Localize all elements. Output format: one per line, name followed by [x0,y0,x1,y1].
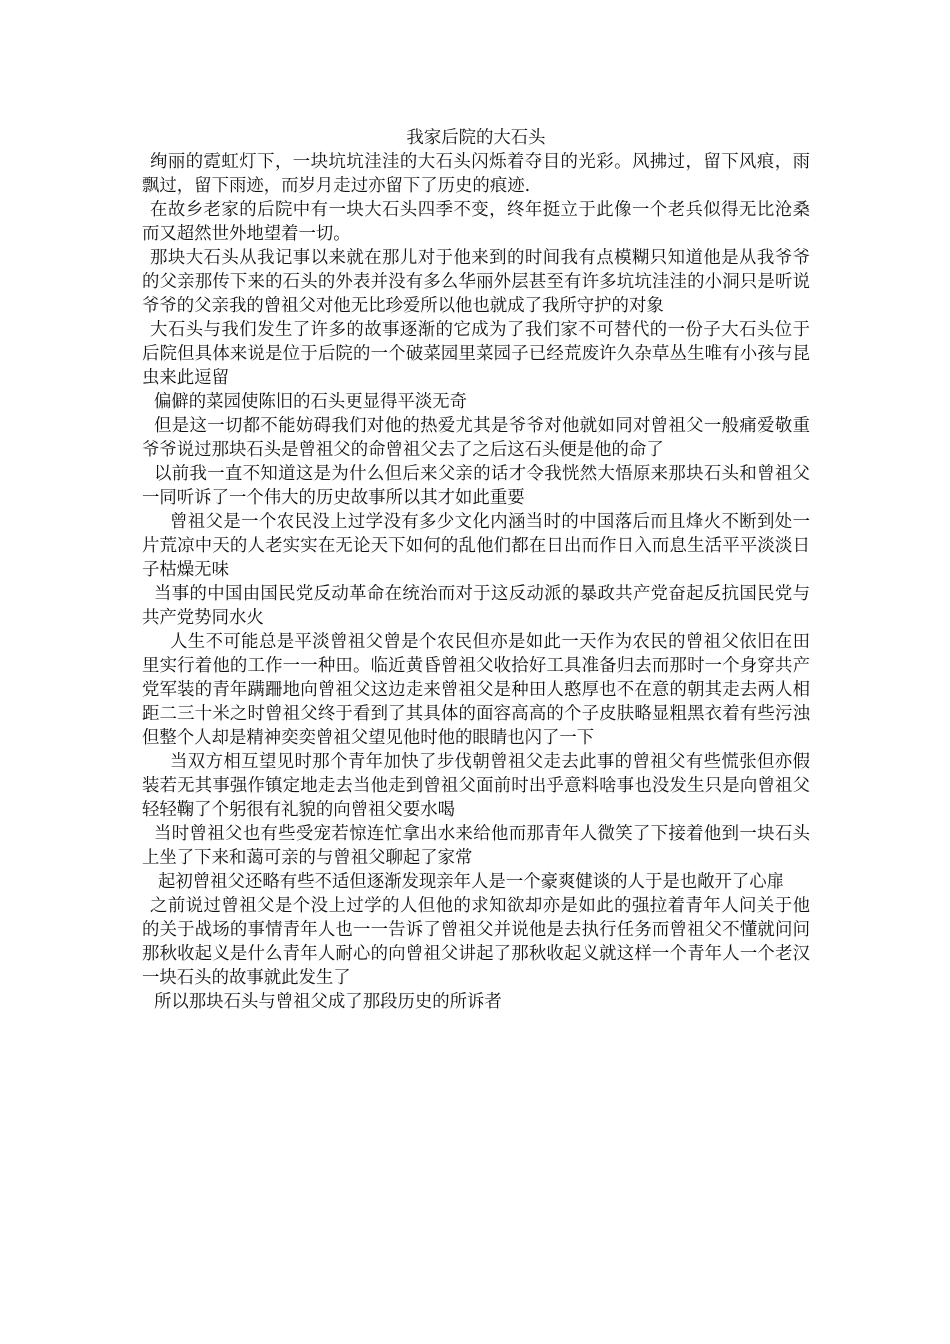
document-page [142,128,810,1014]
paragraph-5: 偏僻的菜园使陈旧的石头更显得平淡无奇 [154,392,468,412]
paragraph-9: 当事的中国由国民党反动革命在统治而对于这反动派的暴政共产党奋起反抗国民党与共产党势同水火 [142,584,810,628]
paragraph-14: 之前说过曾祖父是个没上过学的人但他的求知欲却亦是如此的强拉着青年人问关于他的关于战场的事情青年人也一一告诉了曾祖父并说他是去执行任务而曾祖父不懂就问问那秋收起义是什么青年人耐心的向曾祖父讲起了那秋收起义就这样一个青年人一个老汉一块石头的故事就此发生了 [142,896,810,988]
paragraph-13: 起初曾祖父还略有些不适但逐渐发现亲年人是一个豪爽健谈的人于是也敞开了心扉 [158,872,785,892]
paragraph-7: 以前我一直不知道这是为什么但后来父亲的话才令我恍然大悟原来那块石头和曾祖父一同听诉了一个伟大的历史故事所以其才如此重要 [142,464,810,508]
paragraph-12: 当时曾祖父也有些受宠若惊连忙拿出水来给他而那青年人微笑了下接着他到一块石头上坐了下来和蔼可亲的与曾祖父聊起了家常 [142,824,810,868]
paragraph-1: 绚丽的霓虹灯下，一块坑坑洼洼的大石头闪烁着夺目的光彩。风拂过，留下风痕，雨飘过，留下雨迹，而岁月走过亦留下了历史的痕迹. [142,152,810,196]
paragraph-11: 当双方相互望见时那个青年加快了步伐朝曾祖父走去此事的曾祖父有些慌张但亦假装若无其事强作镇定地走去当他走到曾祖父面前时出乎意料啥事也没发生只是向曾祖父轻轻鞠了个躬很有礼貌的向曾祖父要水喝 [142,752,810,820]
paragraph-2: 在故乡老家的后院中有一块大石头四季不变，终年挺立于此像一个老兵似得无比沧桑而又超然世外地望着一切。 [142,200,810,244]
paragraph-15: 所以那块石头与曾祖父成了那段历史的所诉者 [154,992,502,1012]
paragraph-6: 但是这一切都不能妨碍我们对他的热爱尤其是爷爷对他就如同对曾祖父一般痛爱敬重爷爷说过那块石头是曾祖父的命曾祖父去了之后这石头便是他的命了 [142,416,810,460]
paragraph-8: 曾祖父是一个农民没上过学没有多少文化内涵当时的中国落后而且烽火不断到处一片荒凉中天的人老实实在无论天下如何的乱他们都在日出而作日入而息生活平平淡淡日子枯燥无味 [142,512,810,580]
paragraph-3: 那块大石头从我记事以来就在那儿对于他来到的时间我有点模糊只知道他是从我爷爷的父亲那传下来的石头的外表并没有多么华丽外层甚至有许多坑坑洼洼的小洞只是听说爷爷的父亲我的曾祖父对他无比珍爱所以他也就成了我所守护的对象 [142,248,810,316]
paragraph-10: 人生不可能总是平淡曾祖父曾是个农民但亦是如此一天作为农民的曾祖父依旧在田里实行着他的工作一一种田。临近黄昏曾祖父收拾好工具准备归去而那时一个身穿共产党军装的青年蹒跚地向曾祖父这边走来曾祖父是种田人憨厚也不在意的朝其走去两人相距二三十米之时曾祖父终于看到了其具体的面容高高的个子皮肤略显粗黑衣着有些污浊但整个人却是精神奕奕曾祖父望见他时他的眼睛也闪了一下 [142,632,810,748]
document-title: 我家后院的大石头 [406,128,546,148]
paragraph-4: 大石头与我们发生了许多的故事逐渐的它成为了我们家不可替代的一份子大石头位于后院但具体来说是位于后院的一个破菜园里菜园子已经荒废许久杂草丛生唯有小孩与昆虫来此逗留 [142,320,810,388]
